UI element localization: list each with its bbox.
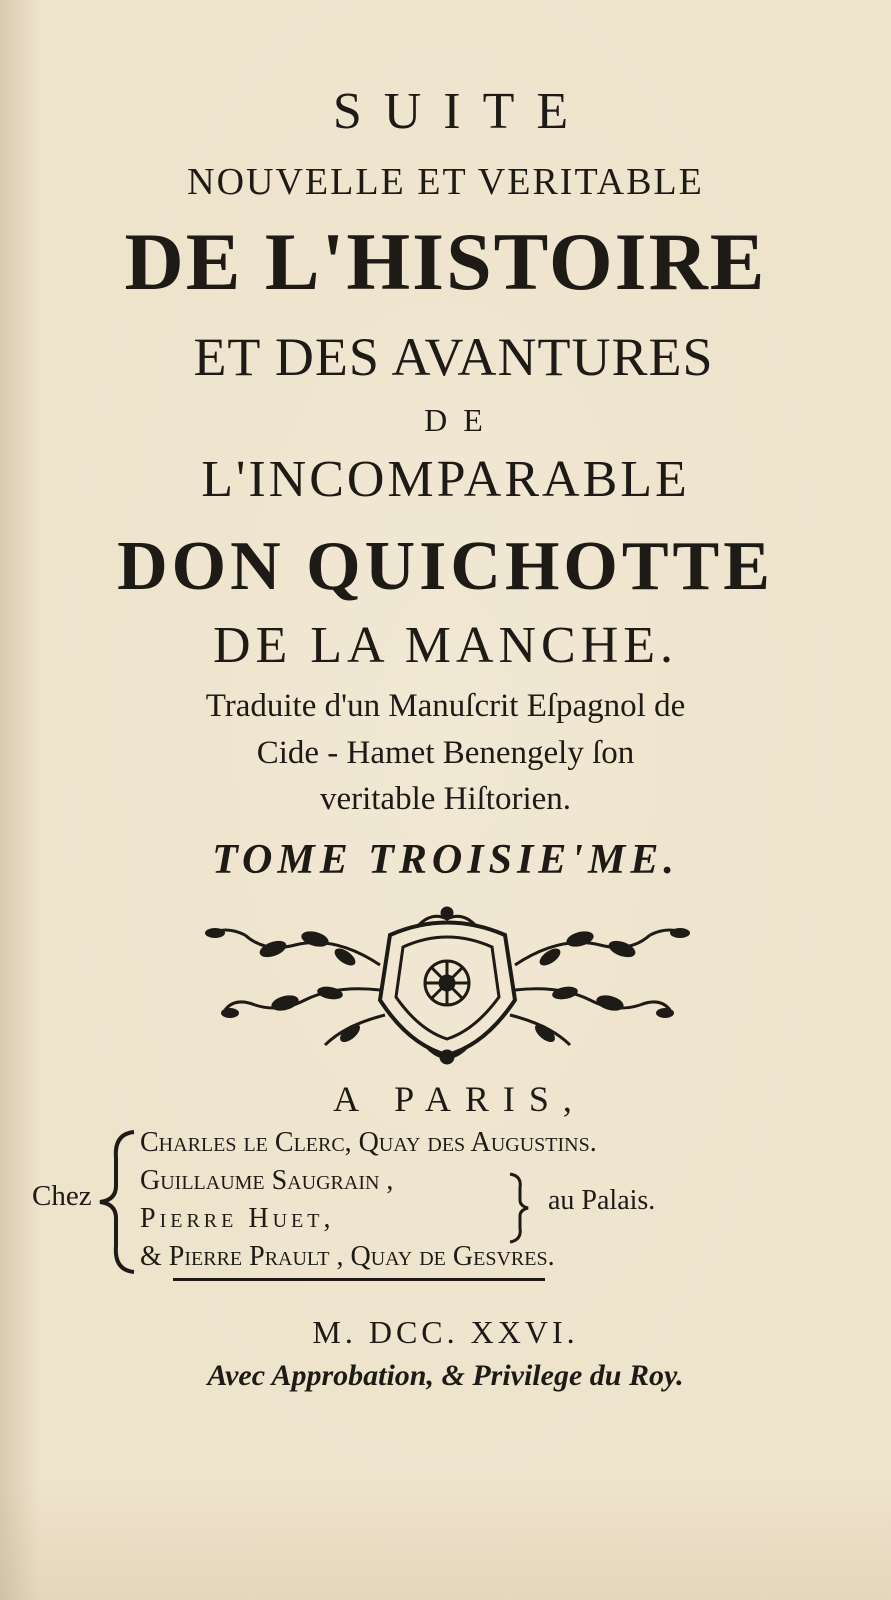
imprint-chez: Chez <box>32 1180 92 1212</box>
printer-prault: & Pierre Prault , Quay de Geſvres. <box>140 1241 555 1272</box>
volume-number: TOME TROISIE'ME. <box>212 837 679 883</box>
printer-huet: Pierre Huet, <box>140 1203 335 1234</box>
translation-line-1: Traduite d'un Manuſcrit Eſpagnol de <box>205 688 686 724</box>
title-histoire: DE L'HISTOIRE <box>124 216 767 307</box>
title-suite: SUITE <box>332 83 591 140</box>
title-nouvelle: NOUVELLE ET VERITABLE <box>187 161 704 203</box>
title-avantures: ET DES AVANTURES <box>193 327 714 387</box>
printers-location: au Palais. <box>548 1185 656 1216</box>
title-don-quichotte: DON QUICHOTTE <box>117 528 774 605</box>
right-brace-icon <box>506 1170 532 1246</box>
title-manche: DE LA MANCHE. <box>212 617 679 674</box>
printer-saugrain: Guillaume Saugrain , <box>140 1165 394 1196</box>
title-incomparable: L'INCOMPARABLE <box>201 451 690 508</box>
title-de: DE <box>424 402 499 438</box>
printer-le-clerc: Charles le Clerc, Quay des Auguſtins. <box>140 1127 597 1158</box>
publication-date: M. DCC. XXVI. <box>312 1314 579 1350</box>
imprint-place: A PARIS, <box>333 1079 586 1119</box>
floral-cartouche-ornament <box>185 905 710 1065</box>
translation-line-2: Cide - Hamet Benengely ſon <box>256 735 635 771</box>
left-brace-icon <box>96 1128 140 1276</box>
translation-line-3: veritable Hiſtorien. <box>319 781 572 817</box>
divider-rule <box>173 1278 545 1281</box>
royal-privilege: Avec Approbation, & Privilege du Roy. <box>207 1359 684 1392</box>
